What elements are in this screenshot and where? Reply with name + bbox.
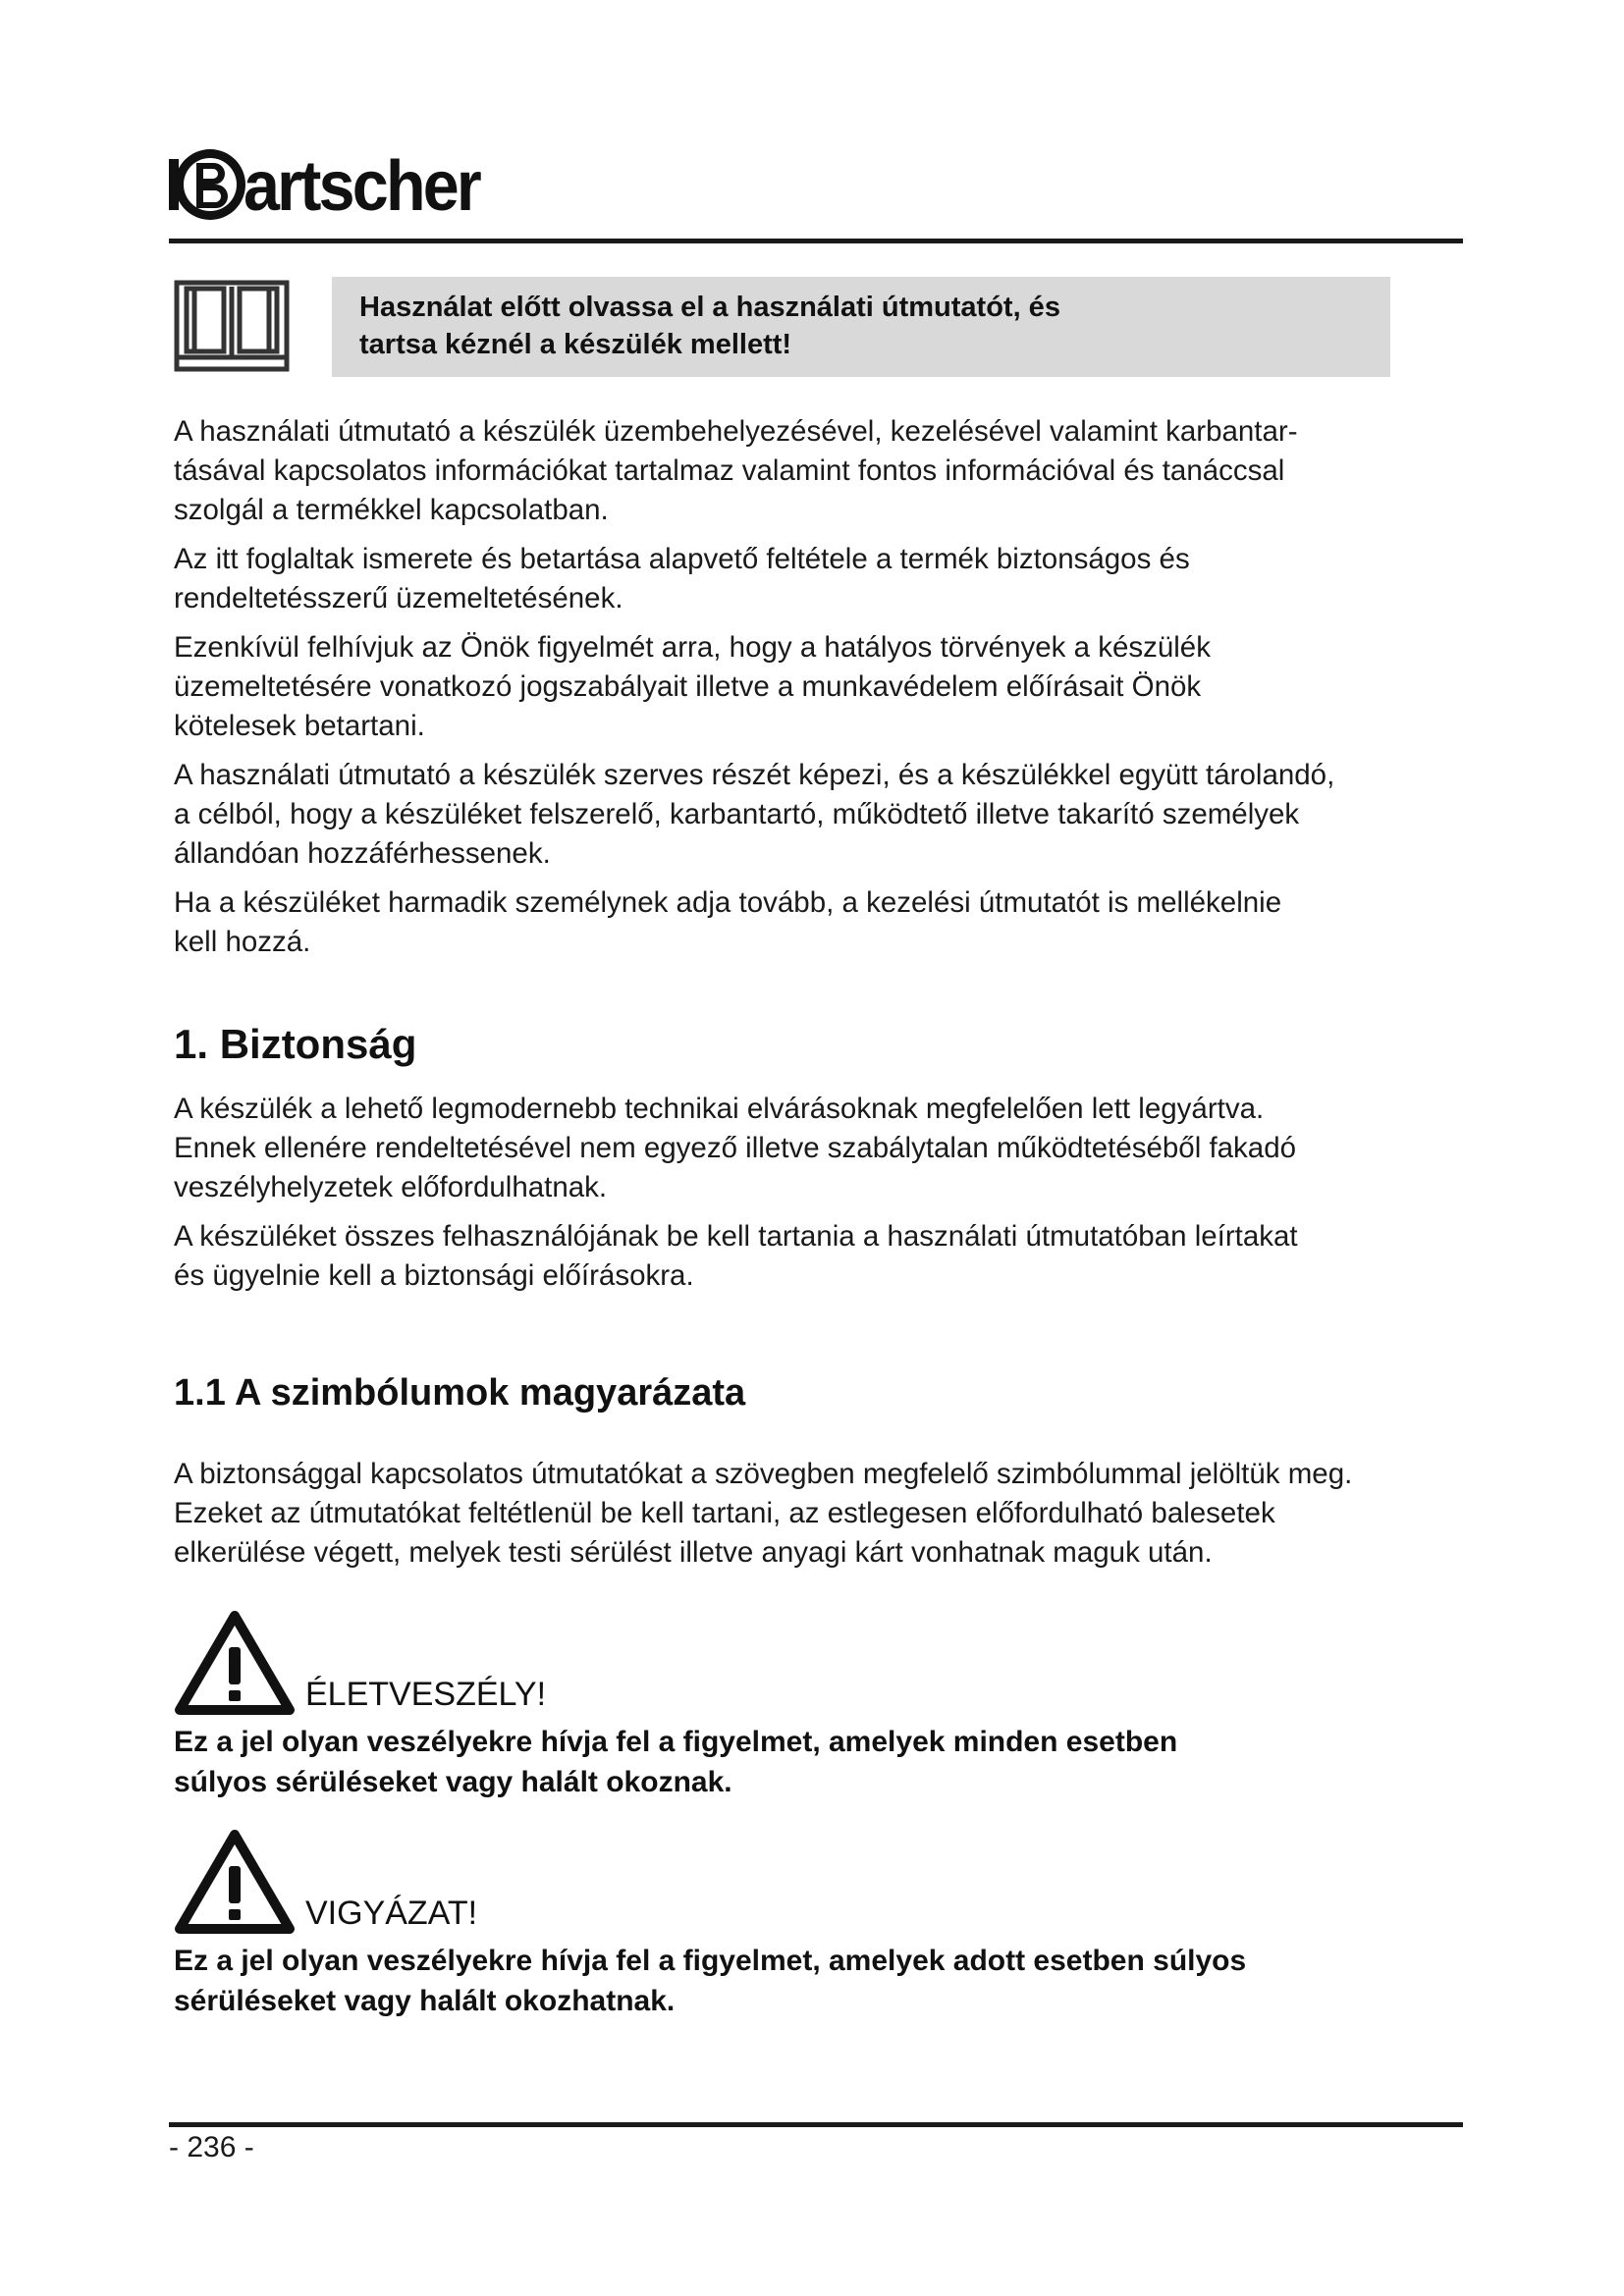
text-line: súlyos sérüléseket vagy halált okoznak. <box>174 1766 732 1798</box>
text-line: szolgál a termékkel kapcsolatban. <box>174 494 609 526</box>
notice-line: tartsa kéznél a készülék mellett! <box>359 329 792 360</box>
text-line: Ez a jel olyan veszélyekre hívja fel a figyelmet, amelyek minden esetben <box>174 1726 1178 1758</box>
footer-rule <box>169 2122 1463 2127</box>
text-line: Ezenkívül felhívjuk az Önök figyelmét arra, hogy a hatályos törvények a készülék <box>174 631 1211 664</box>
section-title-biztonsag: 1. Biztonság <box>174 1021 417 1067</box>
text-line: A készüléket összes felhasználójának be kell tartania a használati útmutatóban leírtakat <box>174 1220 1298 1253</box>
text-line: sérüléseket vagy halált okozhatnak. <box>174 1985 676 2017</box>
text-line: kell hozzá. <box>174 926 311 958</box>
notice-line: Használat előtt olvassa el a használati útmutatót, és <box>359 292 1060 323</box>
text-line: Ennek ellenére rendeltetésével nem egyező illetve szabálytalan működtetéséből fakadó <box>174 1132 1297 1164</box>
text-line: A készülék a lehető legmodernebb technikai elvárásoknak megfelelően lett legyártva. <box>174 1093 1265 1125</box>
warning-header <box>174 1610 1450 1718</box>
text-line: elkerülése végett, melyek testi sérülést illetve anyagi kárt vonhatnak maguk után. <box>174 1536 1213 1569</box>
section11-text <box>174 1455 1529 1582</box>
text-line: A használati útmutató a készülék üzembehelyezésével, kezelésével valamint karbantar- <box>174 415 1298 448</box>
section-title-szimbolumok: 1.1 A szimbólumok magyarázata <box>174 1372 746 1414</box>
intro-text <box>174 412 1529 972</box>
intro-paragraph <box>174 756 1529 874</box>
text-line: rendeltetésszerű üzemeltetésének. <box>174 582 623 614</box>
warning-label: ÉLETVESZÉLY! <box>305 1676 547 1713</box>
section1-paragraph <box>174 1090 1529 1207</box>
bartscher-logo <box>169 137 483 228</box>
warning-header <box>174 1829 1450 1937</box>
text-line: veszélyhelyzetek előfordulhatnak. <box>174 1171 608 1203</box>
page-number: - 236 - <box>169 2131 254 2163</box>
warning-description <box>174 1722 1450 1802</box>
warning-vigyazat <box>174 1829 1450 2021</box>
read-manual-notice <box>332 277 1390 377</box>
warning-triangle-icon <box>174 1610 296 1718</box>
header-rule <box>169 239 1463 243</box>
text-line: és ügyelnie kell a biztonsági előírásokra. <box>174 1259 694 1292</box>
section11-paragraph <box>174 1455 1529 1573</box>
warning-triangle-icon <box>174 1829 296 1937</box>
intro-paragraph <box>174 883 1529 962</box>
svg-text:artscher: artscher <box>244 147 481 226</box>
warning-eletveszely <box>174 1610 1450 1802</box>
text-line: állandóan hozzáférhessenek. <box>174 837 551 870</box>
text-line: a célból, hogy a készüléket felszerelő, karbantartó, működtető illetve takarító személyek <box>174 798 1300 830</box>
text-line: üzemeltetésére vonatkozó jogszabályait illetve a munkavédelem előírásait Önök <box>174 670 1202 703</box>
text-line: tásával kapcsolatos információkat tartalmaz valamint fontos információval és tanáccsal <box>174 454 1285 487</box>
text-line: kötelesek betartani. <box>174 710 425 742</box>
text-line: Az itt foglaltak ismerete és betartása alapvető feltétele a termék biztonságos és <box>174 543 1190 575</box>
section1-paragraph <box>174 1217 1529 1296</box>
text-line: Ez a jel olyan veszélyekre hívja fel a figyelmet, amelyek adott esetben súlyos <box>174 1945 1247 1977</box>
text-line: Ha a készüléket harmadik személynek adja tovább, a kezelési útmutatót is mellékelnie <box>174 886 1282 919</box>
warning-description <box>174 1941 1450 2021</box>
text-line: A használati útmutató a készülék szerves részét képezi, és a készülékkel együtt tárolandó, <box>174 759 1335 791</box>
intro-paragraph <box>174 540 1529 618</box>
book-icon <box>173 275 291 373</box>
text-line: Ezeket az útmutatókat feltétlenül be kell tartani, az estlegesen előfordulható balesetek <box>174 1497 1275 1529</box>
section1-text <box>174 1090 1529 1306</box>
text-line: A biztonsággal kapcsolatos útmutatókat a szövegben megfelelő szimbólummal jelöltük meg. <box>174 1458 1353 1490</box>
intro-paragraph <box>174 628 1529 746</box>
warning-label: VIGYÁZAT! <box>305 1895 478 1932</box>
intro-paragraph <box>174 412 1529 530</box>
